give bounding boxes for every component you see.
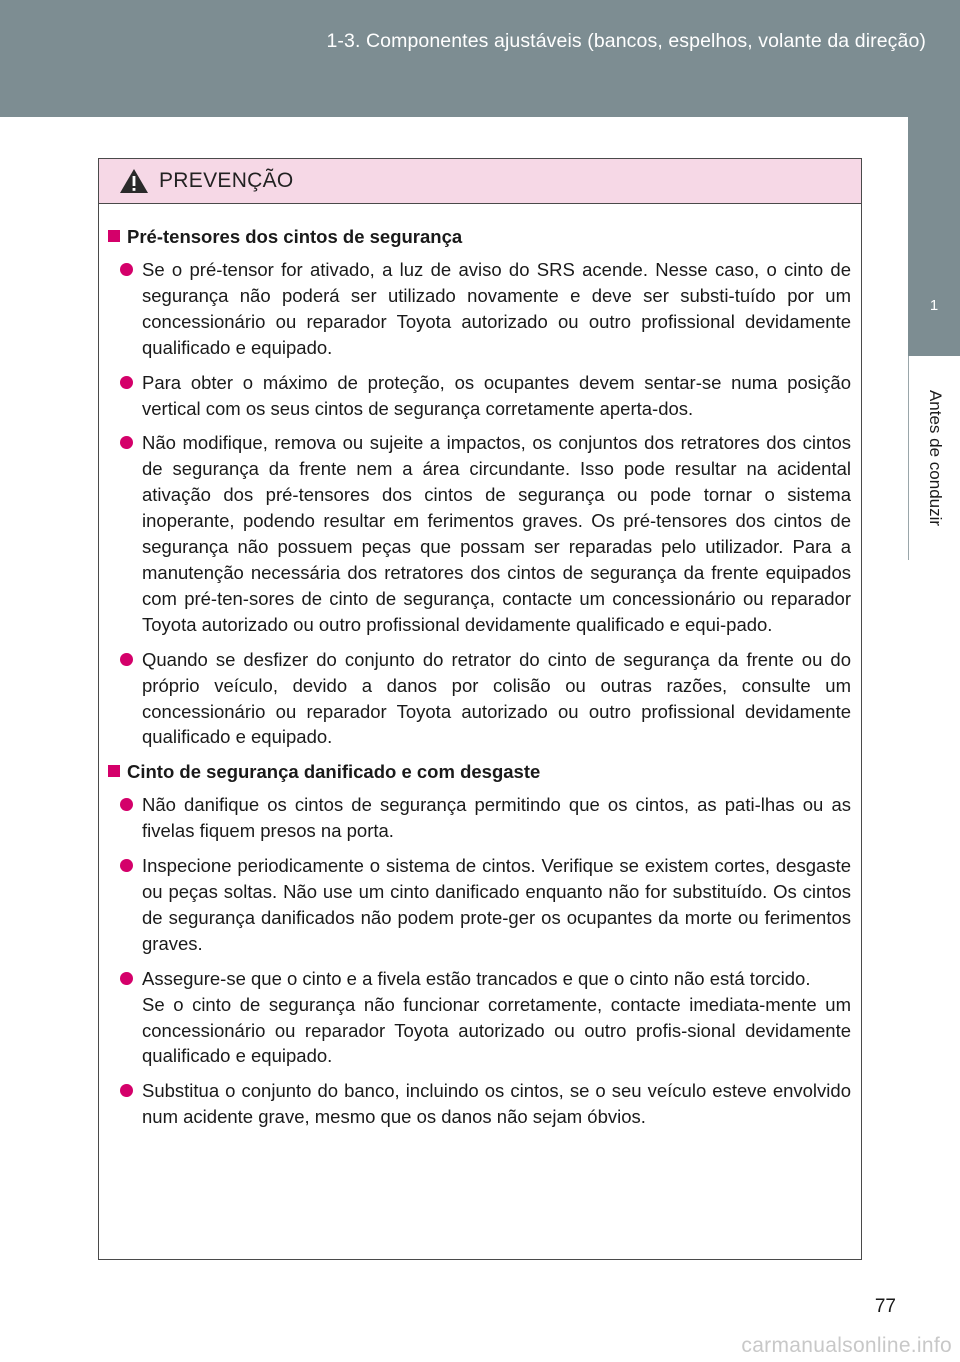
list-item <box>108 792 853 844</box>
square-bullet-icon <box>108 765 120 777</box>
side-tab-cap <box>908 117 960 254</box>
section-title <box>108 759 853 784</box>
list-item <box>108 647 853 751</box>
side-tab-number: 1 <box>908 254 960 356</box>
list-item <box>108 430 853 637</box>
list-item <box>108 853 853 957</box>
bullet-icon <box>120 376 133 389</box>
section-title-text: Cinto de segurança danificado e com desgaste <box>127 761 541 783</box>
page-number: 77 <box>874 1296 896 1317</box>
section-title <box>108 224 853 249</box>
item-text: Para obter o máximo de proteção, os ocupantes devem sentar-se numa posição vertical com os seus cintos de segurança corretamente aperta-dos. <box>142 371 851 419</box>
chapter-title: 1-3. Componentes ajustáveis (bancos, espelhos, volante da direção) <box>326 30 926 52</box>
bullet-icon <box>120 1084 133 1097</box>
warning-triangle-icon <box>119 168 149 194</box>
side-tab <box>908 356 960 560</box>
list-item <box>108 1078 853 1130</box>
list-item <box>108 257 853 361</box>
warning-title: PREVENÇÃO <box>159 169 294 192</box>
square-bullet-icon <box>108 230 120 242</box>
item-text: Assegure-se que o cinto e a fivela estão trancados e que o cinto não está torcido. Se o cinto de segurança não funcionar corretamente, contacte imediata-mente um concessionário ou reparador Toyota autorizado ou outro profis-sional devidamente qualificado e equipado. <box>142 967 851 1067</box>
bullet-icon <box>120 859 133 872</box>
section-title-text: Pré-tensores dos cintos de segurança <box>127 226 463 247</box>
warning-box <box>98 158 862 1260</box>
item-text: Quando se desfizer do conjunto do retrator do cinto de segurança da frente ou do próprio veículo, devido a danos por colisão ou outras razões, consulte um concessionário ou reparador Toyota autorizado ou outro profissional devidamente qualificado e equipado. <box>142 648 851 748</box>
bullet-icon <box>120 972 133 985</box>
item-text: Substitua o conjunto do banco, incluindo os cintos, se o seu veículo esteve envolvido num acidente grave, mesmo que os danos não sejam óbvios. <box>142 1080 851 1128</box>
warning-header <box>99 159 861 204</box>
item-text: Não modifique, remova ou sujeite a impactos, os conjuntos dos retratores dos cintos de segurança da frente nem a área circundante. Isso pode resultar na acidental ativação dos pré-tensores dos cintos de segurança ou pode tornar o sistema inoperante, podendo resultar em ferimentos graves. Os pré-tensores dos cintos de segurança não possuem peças que possam ser reparadas pelo utilizador. Para a manutenção necessária dos retratores dos cintos de segurança da frente equipados com pré-ten-sores de cinto de segurança, contacte um concessionário ou reparador Toyota autorizado ou outro profissional devidamente qualificado e equi-pado. <box>142 432 851 635</box>
item-text: Se o pré-tensor for ativado, a luz de aviso do SRS acende. Nesse caso, o cinto de segurança não poderá ser utilizado novamente e deve ser substi-tuído por um concessionário ou reparador Toyota autorizado ou outro profissional devidamente qualificado e equipado. <box>142 259 851 358</box>
bullet-icon <box>120 436 133 449</box>
warning-body <box>99 204 861 1130</box>
item-text: Não danifique os cintos de segurança permitindo que os cintos, as pati-lhas ou as fivelas fiquem presos na porta. <box>142 794 851 842</box>
bullet-icon <box>120 798 133 811</box>
side-tab-label: Antes de conduzir <box>926 389 945 527</box>
list-item <box>108 966 853 1070</box>
list-item <box>108 370 853 422</box>
bullet-icon <box>120 263 133 276</box>
header-band <box>0 0 960 117</box>
item-text: Inspecione periodicamente o sistema de cintos. Verifique se existem cortes, desgaste ou peças soltas. Não use um cinto danificado enquanto não for substituído. Os cintos de segurança danificados não podem prote-ger os ocupantes da morte ou ferimentos graves. <box>142 855 851 954</box>
bullet-icon <box>120 653 133 666</box>
watermark-link[interactable]: carmanualsonline.info <box>741 1334 952 1357</box>
